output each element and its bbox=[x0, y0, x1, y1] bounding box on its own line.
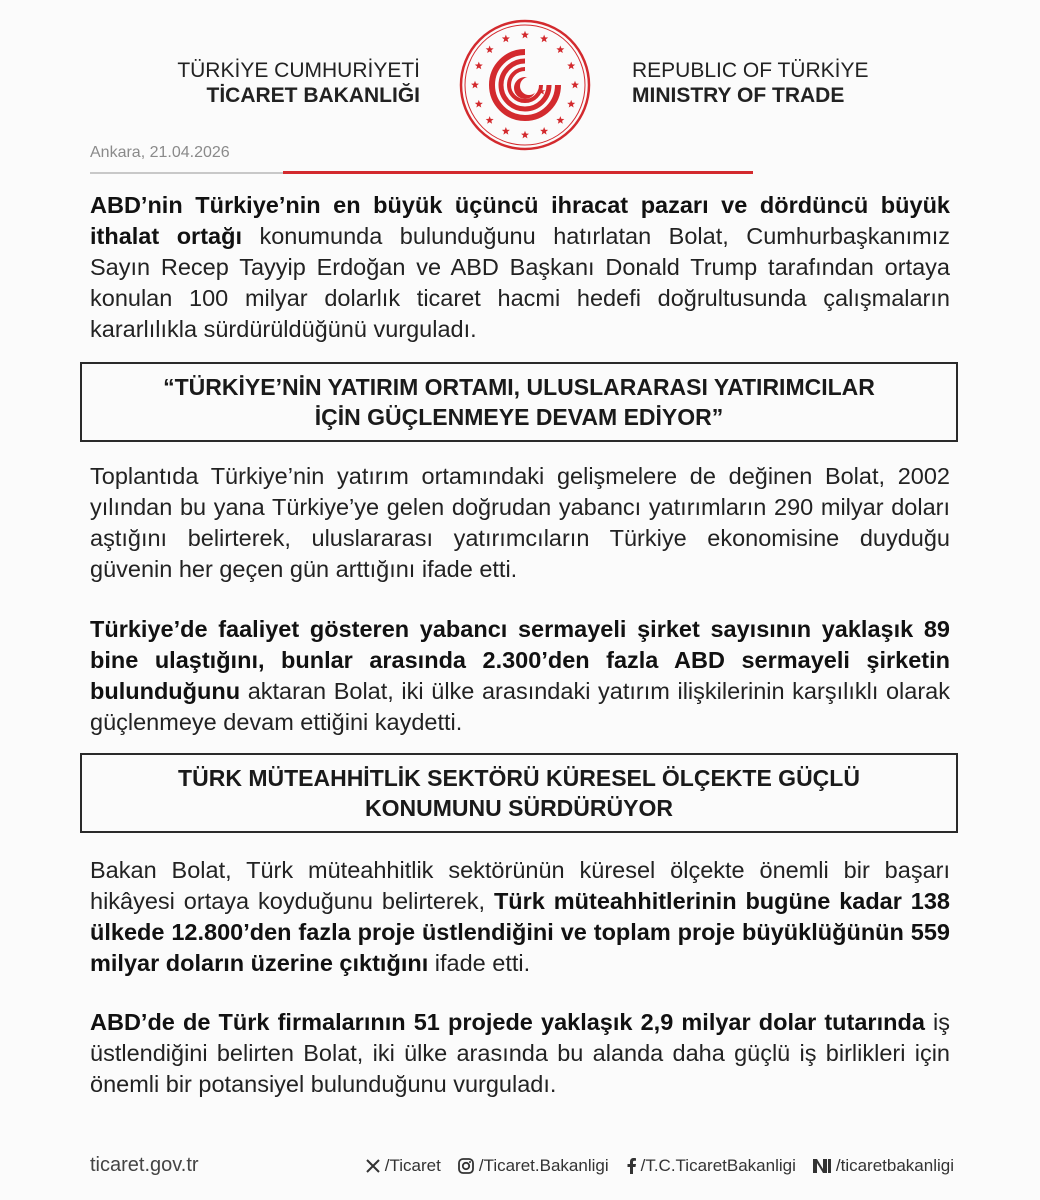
seal-star-icon bbox=[567, 62, 575, 70]
footer bbox=[0, 1154, 1040, 1184]
seal-star-icon bbox=[475, 62, 483, 70]
facebook-link[interactable] bbox=[625, 1156, 796, 1176]
seal-star-icon bbox=[486, 116, 494, 124]
seal-star-icon bbox=[475, 100, 483, 108]
nsosyal-handle: /ticaretbakanligi bbox=[835, 1156, 954, 1175]
seal-star-icon bbox=[521, 31, 529, 39]
ministry-name-turkish bbox=[177, 58, 420, 108]
paragraph-1-bold: ABD’nin Türkiye’nin en büyük üçüncü ihracat pazarı ve dördüncü büyük ithalat ortağı bbox=[90, 192, 950, 249]
ministry-seal-icon bbox=[458, 18, 592, 152]
section-heading-contracting bbox=[80, 753, 958, 833]
country-name-tr: TÜRKİYE CUMHURİYETİ bbox=[177, 59, 420, 82]
paragraph-4-end: ifade etti. bbox=[428, 950, 531, 976]
nsosyal-link[interactable] bbox=[812, 1156, 954, 1176]
seal-star-icon bbox=[540, 127, 548, 135]
divider-gray bbox=[90, 172, 283, 174]
facebook-handle: /T.C.TicaretBakanligi bbox=[640, 1156, 796, 1175]
seal-star-icon bbox=[502, 35, 510, 43]
paragraph-5 bbox=[90, 1007, 950, 1100]
ministry-name-english bbox=[632, 58, 869, 108]
seal-star-icon bbox=[556, 45, 564, 53]
paragraph-3 bbox=[90, 614, 950, 738]
section-heading-line: İÇİN GÜÇLENMEYE DEVAM EDİYOR” bbox=[314, 404, 724, 430]
seal-star-icon bbox=[567, 100, 575, 108]
paragraph-4-text: Bakan Bolat, Türk müteahhitlik sektörünün küresel ölçekte önemli bir başarı hikâyesi ortaya koyduğunu belirterek, bbox=[90, 857, 950, 914]
paragraph-5-text: iş üstlendiğini belirten Bolat, iki ülke arasında bu alanda daha güçlü iş birlikleri için önemli bir potansiyel bulunduğunu vurguladı. bbox=[90, 1009, 950, 1097]
paragraph-2-text: Toplantıda Türkiye’nin yatırım ortamındaki gelişmelere de değinen Bolat, 2002 yılından bu yana Türkiye’ye gelen doğrudan yabancı yatırımların 290 milyar doları aştığını belirterek, uluslararası yatırımcıların Türkiye ekonomisine duyduğu güvenin her geçen gün arttığını ifade etti. bbox=[90, 463, 950, 582]
instagram-icon bbox=[457, 1157, 475, 1175]
seal-star-icon bbox=[486, 45, 494, 53]
paragraph-3-text: aktaran Bolat, iki ülke arasındaki yatırım ilişkilerinin karşılıklı olarak güçlenmeye devam ettiğini kaydetti. bbox=[90, 678, 950, 735]
seal-star-icon bbox=[556, 116, 564, 124]
document-date: Ankara, 21.04.2026 bbox=[90, 144, 230, 161]
paragraph-3-bold: Türkiye’de faaliyet gösteren yabancı sermayeli şirket sayısının yaklaşık 89 bine ulaştığını, bunlar arasında 2.300’den fazla ABD sermayeli şirketin bulunduğunu bbox=[90, 616, 950, 704]
section-heading-line: TÜRK MÜTEAHHİTLİK SEKTÖRÜ KÜRESEL ÖLÇEKTE GÜÇLÜ bbox=[178, 765, 860, 791]
seal-star-icon bbox=[540, 35, 548, 43]
paragraph-1 bbox=[90, 190, 950, 345]
paragraph-5-bold: ABD’de de Türk firmalarının 51 projede yaklaşık 2,9 milyar dolar tutarında bbox=[90, 1009, 925, 1035]
ministry-name-en: MINISTRY OF TRADE bbox=[632, 84, 845, 107]
paragraph-2 bbox=[90, 461, 950, 585]
country-name-en: REPUBLIC OF TÜRKİYE bbox=[632, 59, 869, 82]
paragraph-4 bbox=[90, 855, 950, 979]
x-icon bbox=[365, 1158, 381, 1174]
divider-red bbox=[283, 171, 753, 174]
facebook-icon bbox=[625, 1157, 637, 1175]
paragraph-1-text: konumunda bulunduğunu hatırlatan Bolat, Cumhurbaşkanımız Sayın Recep Tayyip Erdoğan ve ABD Başkanı Donald Trump tarafından ortaya konulan 100 milyar dolarlık ticaret hacmi hedefi doğrultusunda çalışmaların kararlılıkla sürdürüldüğünü vurguladı. bbox=[90, 223, 950, 342]
instagram-handle: /Ticaret.Bakanligi bbox=[478, 1156, 609, 1175]
ministry-name-tr: TİCARET BAKANLIĞI bbox=[206, 84, 420, 107]
seal-star-icon bbox=[571, 81, 579, 89]
seal-star-icon bbox=[471, 81, 479, 89]
social-links bbox=[365, 1156, 954, 1176]
section-heading-line: KONUMUNU SÜRDÜRÜYOR bbox=[365, 795, 673, 821]
website-link[interactable]: ticaret.gov.tr bbox=[90, 1154, 199, 1176]
seal-star-icon bbox=[502, 127, 510, 135]
instagram-link[interactable] bbox=[457, 1156, 609, 1176]
x-link[interactable] bbox=[365, 1156, 441, 1176]
letterhead bbox=[0, 0, 1040, 150]
section-heading-investment bbox=[80, 362, 958, 442]
seal-star-icon bbox=[521, 131, 529, 139]
section-heading-line: “TÜRKİYE’NİN YATIRIM ORTAMI, ULUSLARARASI YATIRIMCILAR bbox=[163, 374, 875, 400]
x-handle: /Ticaret bbox=[384, 1156, 441, 1175]
paragraph-4-bold: Türk müteahhitlerinin bugüne kadar 138 ülkede 12.800’den fazla proje üstlendiğini ve toplam proje büyüklüğünün 559 milyar doların üzerine çıktığını bbox=[90, 888, 950, 976]
nsosyal-icon bbox=[812, 1158, 832, 1174]
